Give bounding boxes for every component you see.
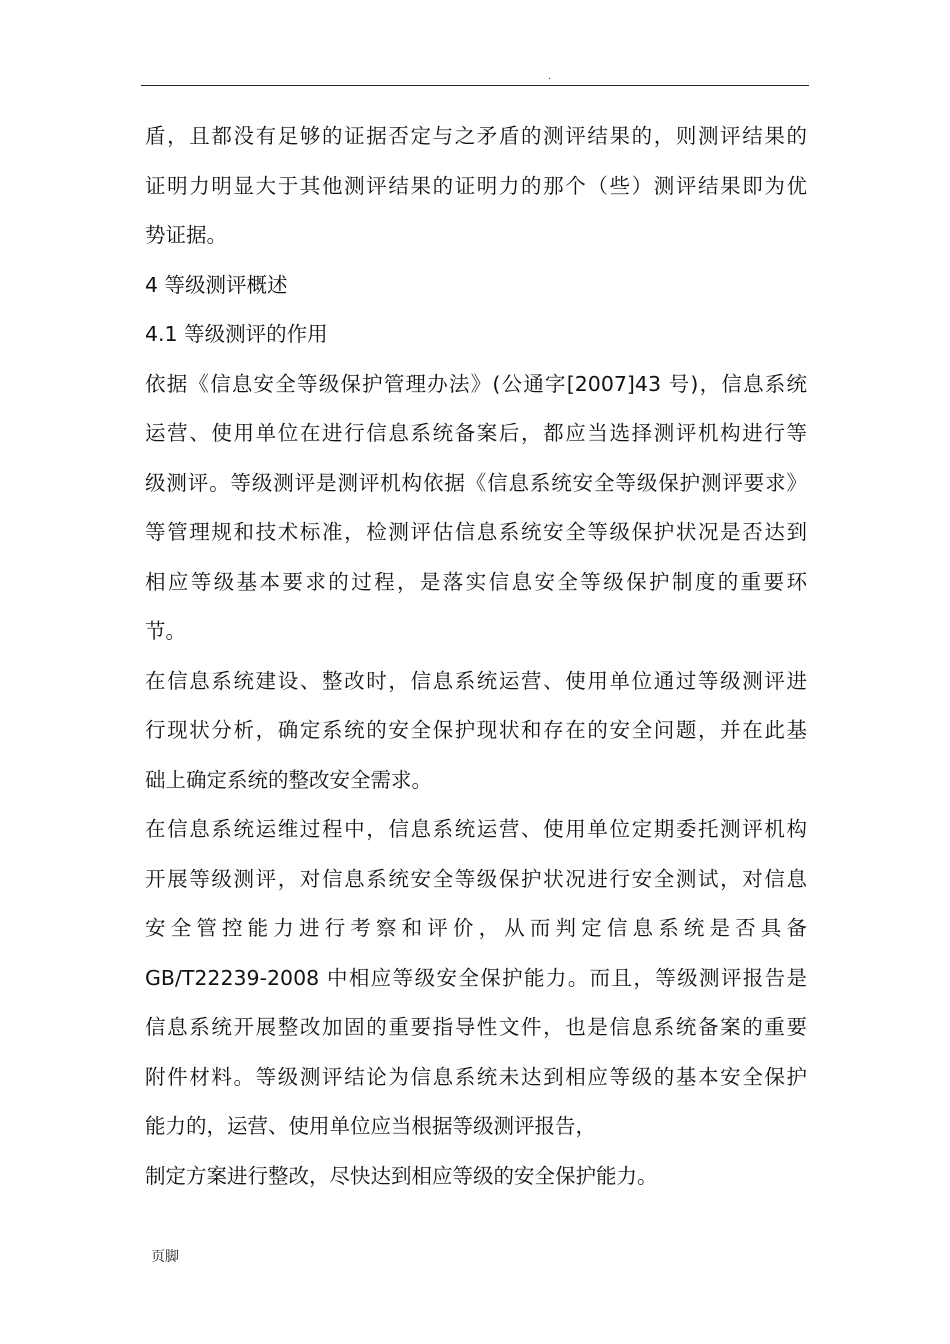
body-line: 信息系统开展整改加固的重要指导性文件，也是信息系统备案的重要 [145, 1015, 807, 1039]
body-line: 附件材料。等级测评结论为信息系统未达到相应等级的基本安全保护 [145, 1064, 807, 1089]
body-line: 等管理规和技术标准，检测评估信息系统安全等级保护状况是否达到 [145, 520, 807, 544]
body-line: GB/T22239-2008 中相应等级安全保护能力。而且，等级测评报告是 [145, 965, 807, 990]
body-line: 在信息系统建设、整改时，信息系统运营、使用单位通过等级测评进 [145, 668, 807, 693]
subsection-heading: 4.1 等级测评的作用 [145, 322, 328, 346]
section-heading: 4 等级测评概述 [145, 272, 288, 297]
body-line: 运营、使用单位在进行信息系统备案后，都应当选择测评机构进行等 [145, 421, 807, 445]
body-line: 盾，且都没有足够的证据否定与之矛盾的测评结果的，则测评结果的 [145, 124, 807, 148]
header-mark: . [548, 71, 552, 82]
document-body [145, 112, 807, 1201]
body-line: 依据《信息安全等级保护管理办法》(公通字[2007]43 号)，信息系统 [145, 371, 807, 396]
body-line: 行现状分析，确定系统的安全保护现状和存在的安全问题，并在此基 [145, 718, 807, 742]
body-line: 证明力明显大于其他测评结果的证明力的那个（些）测评结果即为优 [145, 173, 807, 198]
body-line: 安全管控能力进行考察和评价，从而判定信息系统是否具备 [145, 916, 807, 940]
body-line: 势证据。 [145, 223, 227, 247]
body-line: 础上确定系统的整改安全需求。 [145, 767, 432, 792]
body-line: 级测评。等级测评是测评机构依据《信息系统安全等级保护测评要求》 [145, 470, 807, 495]
body-line: 能力的，运营、使用单位应当根据等级测评报告， [145, 1114, 596, 1138]
body-line: 制定方案进行整改，尽快达到相应等级的安全保护能力。 [145, 1163, 658, 1188]
body-line: 开展等级测评，对信息系统安全等级保护状况进行安全测试，对信息 [145, 866, 807, 891]
header-rule [141, 85, 809, 86]
body-line: 节。 [145, 619, 186, 643]
body-line: 在信息系统运维过程中，信息系统运营、使用单位定期委托测评机构 [145, 817, 807, 841]
page-footer: 页脚 [151, 1249, 179, 1265]
body-line: 相应等级基本要求的过程，是落实信息安全等级保护制度的重要环 [145, 569, 807, 594]
